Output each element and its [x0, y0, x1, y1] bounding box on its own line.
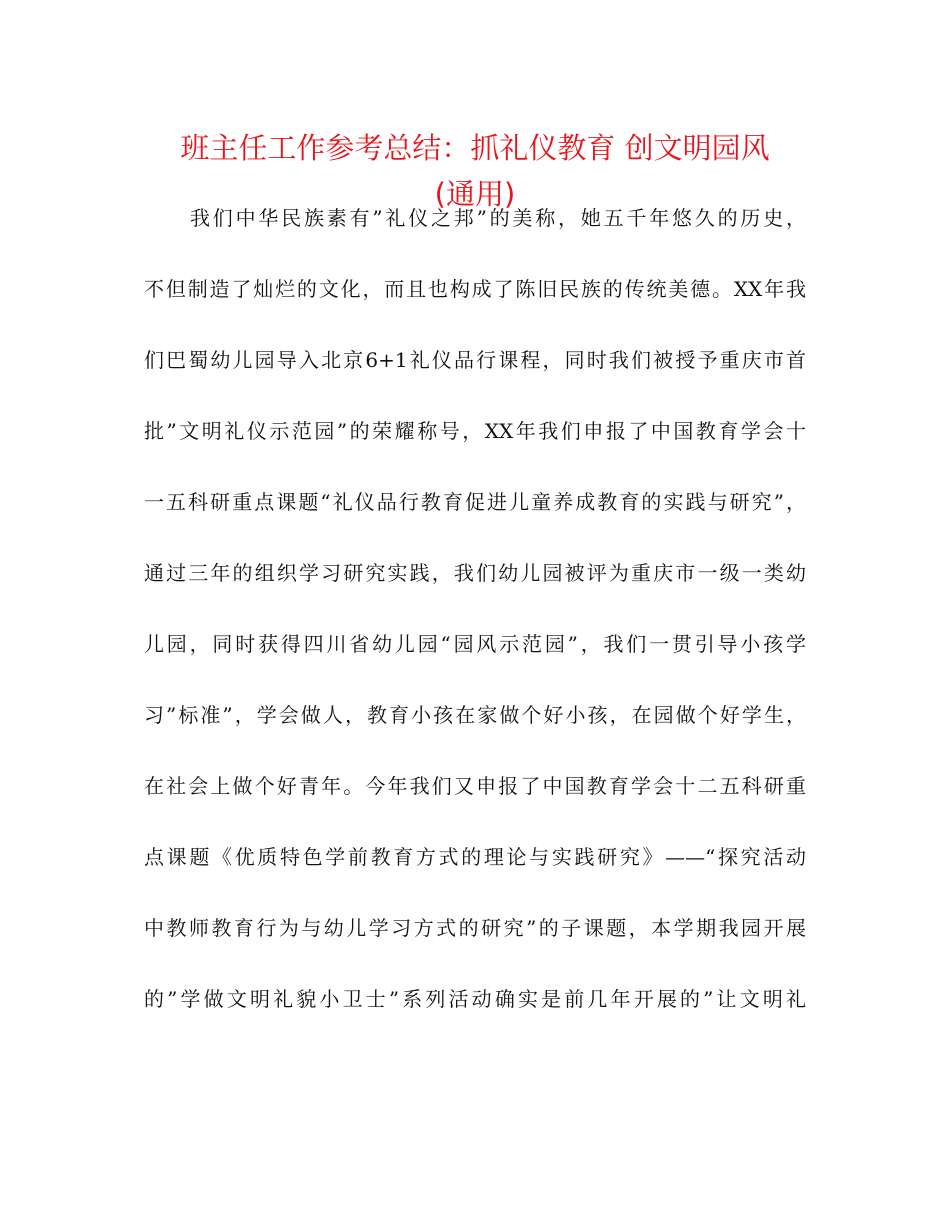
- body-line-4: 批”文明礼仪示范园”的荣耀称号，XX年我们申报了中国教育学会十: [144, 419, 806, 443]
- body-line-1: 我们中华民族素有”礼仪之邦”的美称，她五千年悠久的历史，: [190, 206, 806, 230]
- body-line-5: 一五科研重点课题“礼仪品行教育促进儿童养成教育的实践与研究”，: [144, 490, 806, 514]
- body-line-3: 们巴蜀幼儿园导入北京6+1礼仪品行课程，同时我们被授予重庆市首: [144, 348, 806, 372]
- document-title-line-2: (通用): [434, 177, 516, 211]
- body-line-8: 习”标准”，学会做人，教育小孩在家做个好小孩，在园做个好学生，: [144, 703, 806, 727]
- body-line-11: 中教师教育行为与幼儿学习方式的研究”的子课题，本学期我园开展: [144, 916, 806, 940]
- body-line-7: 儿园，同时获得四川省幼儿园“园风示范园”，我们一贯引导小孩学: [144, 632, 806, 656]
- body-line-6: 通过三年的组织学习研究实践，我们幼儿园被评为重庆市一级一类幼: [144, 561, 806, 585]
- document-body: [144, 198, 806, 1078]
- body-line-12: 的”学做文明礼貌小卫士”系列活动确实是前几年开展的”让文明礼: [144, 987, 806, 1011]
- body-line-2: 不但制造了灿烂的文化，而且也构成了陈旧民族的传统美德。XX年我: [144, 277, 806, 301]
- document-title-line-1: 班主任工作参考总结：抓礼仪教育 创文明园风: [180, 131, 770, 165]
- body-line-10: 点课题《优质特色学前教育方式的理论与实践研究》——“探究活动: [144, 845, 806, 869]
- body-line-9: 在社会上做个好青年。今年我们又申报了中国教育学会十二五科研重: [144, 774, 806, 798]
